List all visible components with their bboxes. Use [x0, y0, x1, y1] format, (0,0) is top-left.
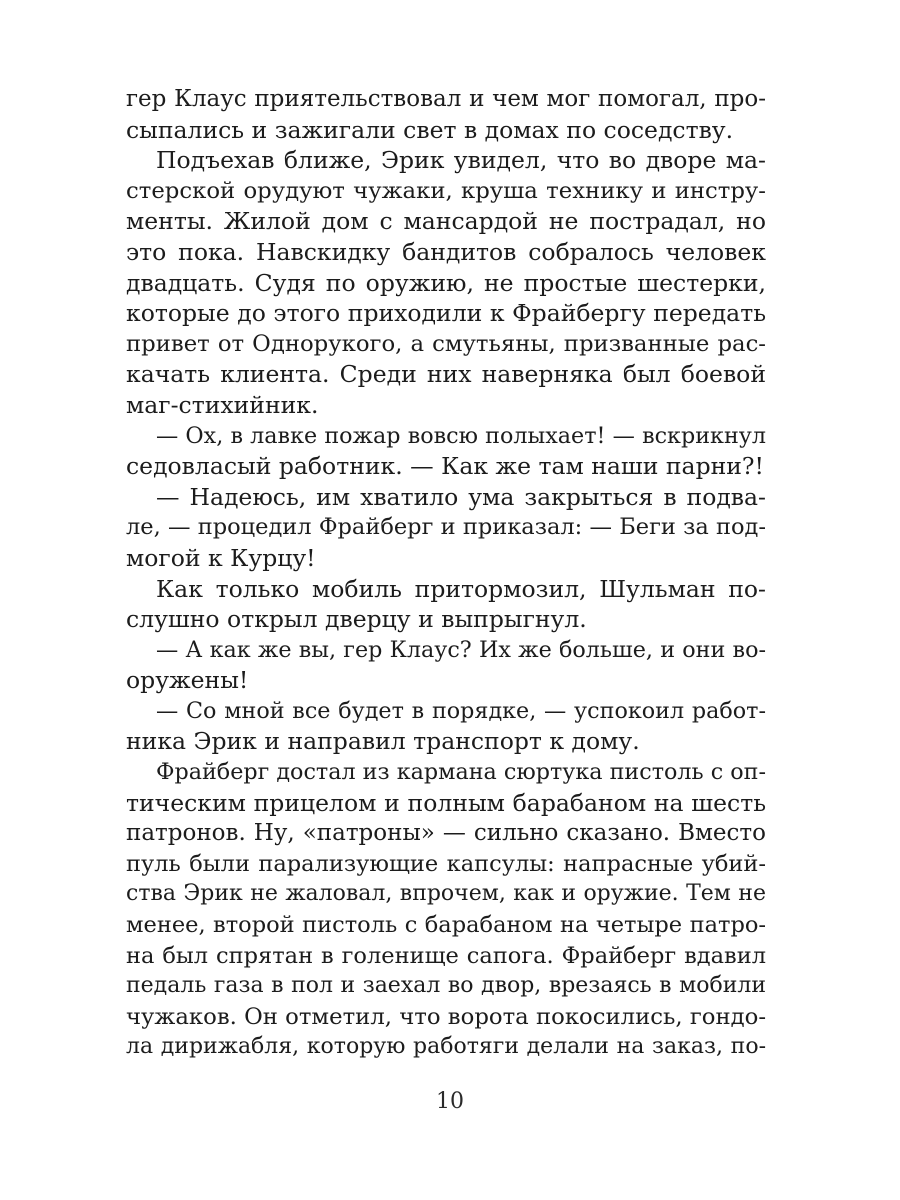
text-line: могой к Курцу!: [126, 543, 316, 572]
text-line: Фрайберг достал из кармана сюртука пистоль с оп-: [156, 759, 766, 786]
text-line: привет от Однорукого, а смутьяны, призванные рас-: [126, 330, 766, 357]
text-line: которые до этого приходили к Фрайбергу передать: [126, 299, 766, 328]
book-page-text: [126, 84, 766, 1063]
text-line: качать клиента. Среди них наверняка был боевой: [126, 360, 766, 389]
text-line: на был спрятан в голенище сапога. Фрайберг вдавил: [126, 942, 766, 969]
text-line: — Ох, в лавке пожар вовсю полыхает! — вскрикнул: [156, 422, 766, 449]
text-line: сыпались и зажигали свет в домах по соседству.: [126, 115, 734, 144]
text-line: педаль газа в пол и заехал во двор, врезаясь в мобили: [126, 973, 766, 999]
page-number: 10: [436, 1089, 464, 1114]
text-line: патронов. Ну, «патроны» — сильно сказано. Вместо: [126, 820, 766, 847]
text-line: тическим прицелом и полным барабаном на шесть: [126, 788, 766, 817]
text-line: Как только мобиль притормозил, Шульман по-: [156, 574, 766, 603]
text-line: слушно открыл дверцу и выпрыгнул.: [126, 605, 587, 634]
text-line: ства Эрик не жаловал, впрочем, как и оружие. Тем не: [126, 881, 766, 907]
text-line: ле, — процедил Фрайберг и приказал: — Беги за под-: [126, 514, 766, 541]
text-line: менты. Жилой дом с мансардой не пострадал, но: [126, 207, 766, 236]
text-line: менее, второй пистоль с барабаном на четыре патро-: [126, 912, 766, 939]
text-line: ла дирижабля, которую работяги делали на заказ, по-: [126, 1034, 766, 1060]
text-line: гер Клаус приятельствовал и чем мог помогал, про-: [126, 86, 766, 112]
text-line: — А как же вы, гер Клаус? Их же больше, и они во-: [156, 636, 766, 663]
text-line: маг-стихийник.: [126, 390, 319, 419]
text-line: Подъехав ближе, Эрик увидел, что во дворе ма-: [156, 146, 766, 175]
text-line: — Надеюсь, им хватило ума закрыться в подва-: [156, 482, 766, 511]
text-line: чужаков. Он отметил, что ворота покосились, гондо-: [126, 1003, 766, 1030]
text-line: — Со мной все будет в порядке, — успокоил работ-: [156, 697, 766, 724]
text-line: седовласый работник. — Как же там наши парни?!: [126, 452, 764, 481]
text-line: стерской орудуют чужаки, круша технику и инстру-: [126, 177, 766, 204]
text-line: оружены!: [126, 666, 249, 695]
text-line: ника Эрик и направил транспорт к дому.: [126, 727, 640, 756]
text-line: это пока. Навскидку бандитов собралось человек: [126, 237, 766, 266]
text-line: пуль были парализующие капсулы: напрасные убий-: [126, 850, 766, 877]
text-line: двадцать. Судя по оружию, не простые шестерки,: [126, 268, 766, 297]
